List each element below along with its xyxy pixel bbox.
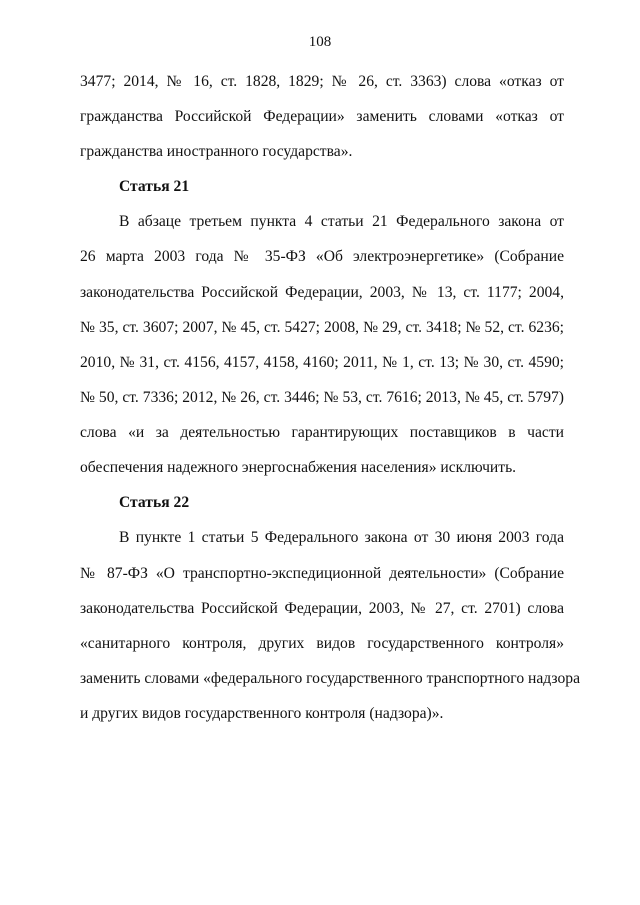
article-21-line-2: 26 марта 2003 года № 35-ФЗ «Об электроэнергетике» (Собрание	[80, 248, 564, 265]
article-22-line-1: В пункте 1 статьи 5 Федерального закона от 30 июня 2003 года	[119, 529, 564, 546]
article-21-line-6: № 50, ст. 7336; 2012, № 26, ст. 3446; № 53, ст. 7616; 2013, № 45, ст. 5797)	[80, 389, 564, 406]
article-22-line-4: «санитарного контроля, других видов государственного контроля»	[80, 635, 564, 652]
page-number: 108	[308, 34, 332, 50]
intro-line-3: гражданства иностранного государства».	[80, 143, 353, 160]
article-21-line-4: № 35, ст. 3607; 2007, № 45, ст. 5427; 2008, № 29, ст. 3418; № 52, ст. 6236;	[80, 319, 564, 336]
article-22-line-6: и других видов государственного контроля (надзора)».	[80, 705, 444, 722]
article-21-line-3: законодательства Российской Федерации, 2003, № 13, ст. 1177; 2004,	[80, 284, 564, 301]
article-22-line-3: законодательства Российской Федерации, 2003, № 27, ст. 2701) слова	[80, 600, 564, 617]
intro-line-1: 3477; 2014, № 16, ст. 1828, 1829; № 26, ст. 3363) слова «отказ от	[80, 73, 564, 90]
intro-line-2: гражданства Российской Федерации» заменить словами «отказ от	[80, 108, 564, 125]
article-21-line-1: В абзаце третьем пункта 4 статьи 21 Федерального закона от	[119, 213, 564, 230]
article-21-heading: Статья 21	[119, 178, 190, 195]
article-22-line-2: № 87-ФЗ «О транспортно-экспедиционной деятельности» (Собрание	[80, 565, 564, 582]
article-21-line-5: 2010, № 31, ст. 4156, 4157, 4158, 4160; 2011, № 1, ст. 13; № 30, ст. 4590;	[80, 354, 564, 371]
article-22-heading: Статья 22	[119, 494, 190, 511]
article-22-line-5: заменить словами «федерального государственного транспортного надзора	[80, 670, 580, 687]
article-21-line-7: слова «и за деятельностью гарантирующих поставщиков в части	[80, 424, 564, 441]
article-21-line-8: обеспечения надежного энергоснабжения населения» исключить.	[80, 459, 517, 476]
